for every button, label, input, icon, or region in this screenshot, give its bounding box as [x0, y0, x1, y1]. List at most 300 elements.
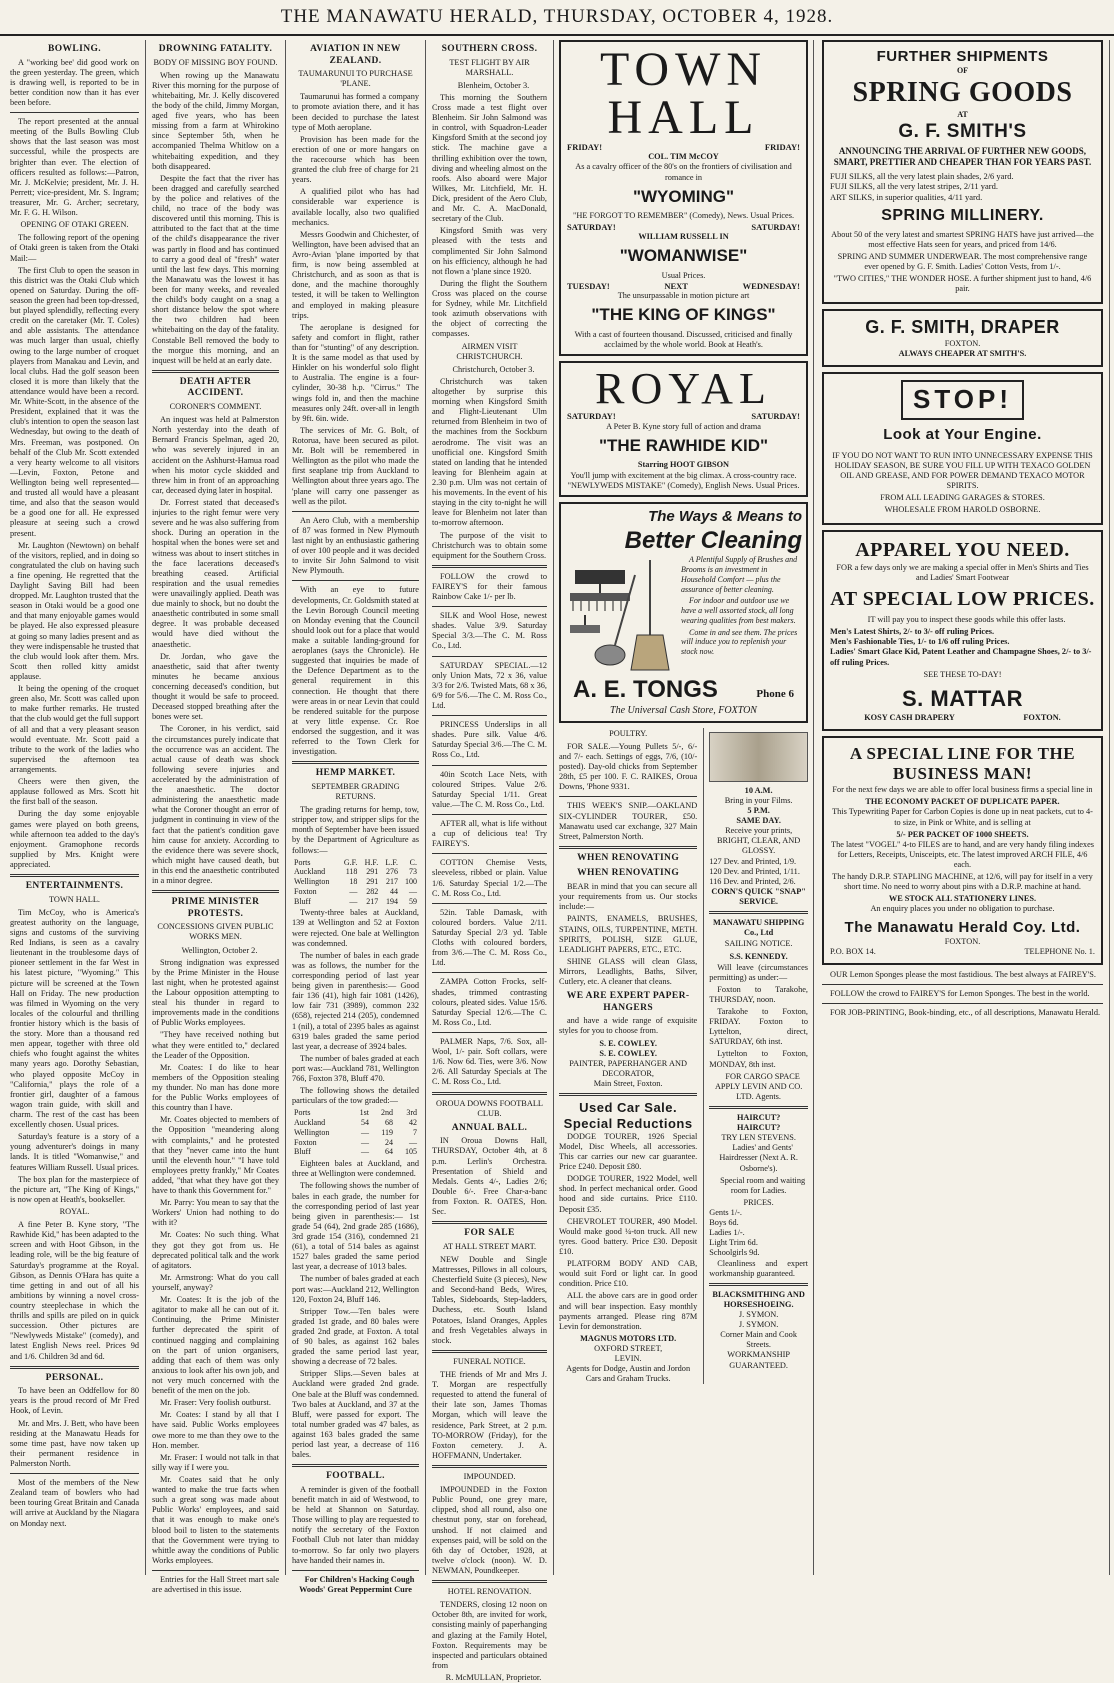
cowley-address: Main Street, Foxton.	[593, 1078, 663, 1088]
table-header: C.	[409, 857, 417, 867]
heading-impounded: IMPOUNDED.	[463, 1471, 516, 1481]
col6	[703, 728, 808, 1385]
star-name: WILLIAM RUSSELL IN	[638, 231, 729, 241]
table-cell: 7	[413, 1127, 417, 1137]
text-renovating-3: and have a wide range of exquisite styles for you to choose from.	[559, 1016, 698, 1036]
star-name: COL. TIM McCOY	[648, 152, 719, 162]
gf-item-3: ART SILKS, in superior qualities, 4/11 yard.	[830, 191, 983, 202]
ad-mattar	[822, 530, 1103, 731]
column-4	[426, 40, 554, 1682]
herald-printing-ad: FOR JOB-PRINTING, Book-binding, etc., of all descriptions, Manawatu Herald.	[830, 1008, 1101, 1018]
text-personal-3: Most of the members of the New Zealand team of bowlers who had been touring Great Britain and Canada will arrive at Auckland by the Niagara on Monday next.	[10, 1478, 139, 1528]
table-cell: 217	[386, 877, 399, 887]
text-hotel-sign: R. McMULLAN, Proprietor.	[445, 1672, 542, 1682]
table-cell: Auckland	[294, 867, 326, 877]
divider	[432, 606, 547, 607]
apparel-1: FOR a few days only we are making a special offer in Men's Shirts and Ties and Ladies' Smart Footwear	[836, 562, 1089, 582]
business-6: The handy D.R.P. STAPLING MACHINE, at 12/6, will pay for itself in a very short time. No need to worry about pins with a D.R.P. machine at hand.	[832, 872, 1093, 892]
magnus-name: MAGNUS MOTORS LTD.	[580, 1333, 677, 1343]
text-pm-3: "They have received nothing but what they were entitled to," declared the Leader of the Opposition.	[152, 1030, 279, 1060]
masthead-title: THE MANAWATU HERALD, THURSDAY, OCTOBER 4, 1928.	[280, 6, 834, 27]
blacksmith-name-2: J. SYMON.	[738, 1320, 779, 1330]
business-4: 5/- PER PACKET OF 1000 SHEETS.	[896, 829, 1029, 839]
text-bowling-2: The report presented at the annual meeting of the Bulls Bowling Club shows that the last season was most successful, while the prospects are brighter than ever. The election of officers resulted as follows:—Patron, Mr. J. McKelvie; president, Mr. J. H. Perrett; vice-president, Mr. S. Ingram; treasurer, Mr. G. Archer; secretary, Mr. F. G. H. Wilson.	[10, 117, 139, 218]
text-pm-2: Strong indignation was expressed by the Prime Minister in the House last night, when he protested against the Labour opposition attempting to steal his thunder in regard to improvements made in the conditions of Public Works employees.	[152, 957, 279, 1028]
haircut-price-1: Gents 1/-.	[709, 1207, 742, 1217]
gf-millinery: SPRING MILLINERY.	[881, 207, 1044, 225]
text-av-3: A qualified pilot who has had considerable war experience is available locally, also two qualified mechanics.	[292, 187, 419, 227]
shipping-1: Will leave (circumstances permitting) as under:—	[709, 962, 808, 982]
divider	[432, 972, 547, 973]
table-row	[292, 867, 419, 877]
text-ent-1: Tim McCoy, who is America's greatest authority on the language, signs and customs of the surviving Red Indians, is seen as a cavalry lieutenant in the troublesome days of pioneer settlement in the far West in his latest picture, "Wyoming." This picture will be screened at the Town Hall on Friday. The new production was filmed in Wyoming on the very locales of the colourful and thrilling frontier history which is the basis of the story. More than a thousand red men appear, together with three old chiefs who fought against the whites many years ago. Dorothy Sebastian, who played opposite McCoy in "California," plays the role of a frontier girl, daughter of a famous wagon train guide, with skill and charm. The rest of the cast has been excellently chosen. Usual prices.	[10, 907, 139, 1130]
table-row	[292, 877, 419, 887]
apparel-2: IT will pay you to inspect these goods while this offer lasts.	[867, 615, 1066, 625]
herald-name: The Manawatu Herald Coy. Ltd.	[844, 918, 1081, 936]
text-otaki-2: The first Club to open the season in this district was the Otaki Club which opened on Saturday. During the off-season the green had been top-dressed, but played splendidly, reflecting every credit on the caretaker (Mr. T. Coles) and able assistants. The attendance was much larger than usual, chiefly owing to the large number of croquet players from Manakau and Levin, and local clubs. Had the golf season been closed it is more than likely that the attendance would have been a record. Mr. White-Scott, in the absence of the President, explained that it was the club's intention to open the season last Wednesday, but owing to the death of Mrs. Freeman, was postponed. On behalf of the Club Mr. Scott extended a very hearty welcome to all visitors—Levin, Foxton, Petone and Wellington being well represented—and trusted all would have a pleasant time, and also that the season would be a good one for all. He expressed pleasure at seeing such a crowd present.	[10, 265, 140, 538]
table-cell: 68	[384, 1118, 393, 1128]
shipping-4: Lyttelton to Foxton, MONDAY, 8th inst.	[709, 1049, 808, 1069]
heading-airmen: AIRMEN VISIT CHRISTCHURCH.	[456, 341, 523, 361]
film-title: "THE RAWHIDE KID"	[598, 435, 769, 455]
herald-telephone: TELEPHONE No. 1.	[1024, 946, 1095, 956]
divider	[432, 565, 547, 568]
shipping-3: Tarakohe to Foxton, FRIDAY. Foxton to Lyttelton, direct, SATURDAY, 6th inst.	[709, 1007, 808, 1047]
divider	[432, 1465, 547, 1468]
gf-headline-3: G. F. SMITH'S	[898, 120, 1027, 142]
column-2	[146, 40, 286, 1595]
text-otaki-4: It being the opening of the croquet green also, Mr. Scott was called upon to make further remarks. He trusted that the club would get the full support of all and that a very pleasant season would eventuate. Mr. Scott paid a tribute to the work of the ladies who supervised the afternoon tea arrangements.	[10, 684, 139, 775]
divider	[432, 903, 547, 904]
divider	[822, 1003, 1103, 1004]
royal-title: ROYAL	[595, 364, 772, 414]
small-ad-7: COTTON Chemise Vests, sleeveless, ribbed or plain. Value 1/6. Saturday Special 1/2.—The C. M. Ross Co., Ltd.	[432, 858, 547, 898]
table-cell: Foxton	[294, 886, 317, 896]
divider	[10, 1366, 139, 1369]
film-desc: A Peter B. Kyne story full of action and drama	[606, 421, 761, 431]
text-hotel: TENDERS, closing 12 noon on October 8th, are invited for work, consisting mainly of paperhanging and glazing at the Family Hotel, Foxton. Requirements may be inspected and particulars obtained from	[432, 1600, 547, 1670]
stop-subheadline: Look at Your Engine.	[883, 426, 1042, 444]
table-row	[292, 1128, 419, 1138]
table-row	[292, 1138, 419, 1148]
ship-name: S.S. KENNEDY.	[729, 952, 788, 962]
text-hemp-7: The following shows the number of bales in each grade, the number for the corresponding period of last year being given in parenthesis:— 1st grade 54 (64), 2nd grade 285 (1686), 3rd grade 154 (316), condemned 21 (61), a total of 514 bales as against 1527 bales graded the same period last year, a decrease of 1013 bales.	[292, 1181, 419, 1272]
divider	[432, 1092, 547, 1095]
business-7: WE STOCK ALL STATIONERY LINES.	[888, 894, 1037, 904]
heading-hemp: HEMP MARKET.	[315, 768, 396, 779]
subheading-town-hall: TOWN HALL.	[48, 894, 100, 904]
film-desc: As a cavalry officer of the 80's on the frontiers of civilisation and romance in	[575, 162, 792, 182]
divider	[432, 1032, 547, 1033]
table-cell: —	[361, 1137, 369, 1147]
blacksmith-tagline: WORKMANSHIP GUARANTEED.	[727, 1350, 790, 1370]
haircut-2: Special room and waiting room for Ladies.	[720, 1175, 806, 1195]
table-cell: 44	[390, 886, 399, 896]
blacksmith-name-1: J. SYMON.	[738, 1309, 779, 1319]
table-header: 1st	[359, 1108, 369, 1118]
table-cell: Auckland	[294, 1118, 326, 1128]
text-ent-2: Saturday's feature is a story of a young adventurer's doings in many lands. It is titled "Womanwise," and features William Russell. Usual prices.	[10, 1132, 140, 1172]
stop-wholesale: WHOLESALE FROM HAROLD OSBORNE.	[884, 505, 1041, 515]
divider	[292, 580, 419, 581]
gf-announce: ANNOUNCING THE ARRIVAL OF FURTHER NEW GOODS, SMART, PRETTIER AND CHEAPER THAN FOR YEARS PAST.	[833, 146, 1092, 168]
divider	[822, 984, 1103, 985]
divider	[10, 874, 139, 877]
small-ad-8: 52in. Table Damask, with coloured borders. Value 2/11. Saturday Special 2/3 yd. Table Cloths with coloured borders, from 3/6.—The C. M. Ross Co., Ltd.	[432, 907, 547, 968]
heading-paperhangers: WE ARE EXPERT PAPER-HANGERS	[566, 991, 690, 1013]
text-av-2: Provision has been made for the erection of one or more hangars on the racecourse which has been granted the club free of charge for 21 years.	[292, 134, 419, 185]
day-label: FRIDAY!	[764, 142, 800, 152]
text-death-1: An inquest was held at Palmerston North yesterday into the death of Bernard Francis Spelman, aged 20, who was severely injured in an accident on the Ashhurst-Hamua road when his motor cycle skidded and threw him in front of an approaching car, deceased dying later in hospital.	[152, 415, 279, 495]
text-pm-9: Mr. Coates: It is the job of the agitator to make all he can out of it. Continuing, the Prime Minister further deprecated the spirit of continued nagging and complaining on the part of union organisers, adding that each of them was only anxious to look after his own job, and not very much concerned with the benefit of the men on the job.	[152, 1295, 279, 1396]
day-row	[567, 222, 800, 232]
herald-po-box: P.O. BOX 14.	[830, 946, 876, 956]
apparel-headline: APPAREL YOU NEED.	[855, 539, 1070, 562]
heading-southern-cross: SOUTHERN CROSS.	[441, 44, 538, 54]
table-cell: Wellington	[294, 1127, 330, 1137]
used-car-3: CHEVROLET TOURER, 490 Model. Would make good ¼-ton truck. All new tyres. Good battery. Price £30. Deposit £10.	[559, 1216, 698, 1256]
stop-body: IF YOU DO NOT WANT TO RUN INTO UNNECESSARY EXPENSE THIS HOLIDAY SEASON, BE SURE YOU FILL UP WITH TEXACO GOLDEN OIL AND GREASE, AND FOR POWER DEMAND TEXACO MOTOR SPIRITS.	[832, 450, 1093, 490]
heading-drowning: DROWNING FATALITY.	[158, 44, 273, 54]
table-cell: —	[361, 1127, 369, 1137]
gf-headline-2: SPRING GOODS	[852, 77, 1073, 109]
heading-oroua-ball: OROUA DOWNS FOOTBALL CLUB.	[436, 1098, 543, 1118]
magnus-address-2: LEVIN.	[614, 1354, 642, 1364]
haircut-price-5: Schoolgirls 9d.	[709, 1248, 760, 1258]
haircut-price-3: Ladies 1/-.	[709, 1228, 745, 1238]
photo-price-3: 116 Dev. and Printed, 2/6.	[709, 876, 796, 886]
haircut-heading-1: HAIRCUT?	[736, 1112, 781, 1122]
text-av-7: An Aero Club, with a membership of 87 was formed in New Plymouth last night by an enthusiastic gathering of over 100 people and it was decided to invite Sir John Salmond to visit New Plymouth.	[292, 515, 419, 576]
text-otaki-6: During the day some enjoyable games were played on both greens, while afternoon tea added to the day's enjoyment. Gramophone records supplied by Mrs. Knight were appreciated.	[10, 809, 139, 869]
shipping-2: Foxton to Tarakohe, THURSDAY, noon.	[709, 984, 808, 1004]
text-hemp-2: Twenty-three bales at Auckland, 139 at Wellington and 52 at Foxton were rejected. One bale at Wellington was condemned.	[292, 908, 419, 948]
text-hall-street: Entries for the Hall Street mart sale are advertised in this issue.	[152, 1574, 279, 1595]
subheading-oroua-ball: ANNUAL BALL.	[451, 1122, 528, 1133]
heading-football: FOOTBALL.	[326, 1471, 385, 1482]
business-headline: A SPECIAL LINE FOR THE BUSINESS MAN!	[849, 743, 1076, 784]
table-cell: 119	[381, 1127, 393, 1137]
day-label: SATURDAY!	[567, 411, 616, 422]
divider	[152, 890, 279, 893]
table-header: Ports	[294, 1108, 311, 1118]
text-for-sale: NEW Double and Single Mattresses, Pillows in all colours, Chesterfield Suite (3 pieces), New and Second-hand Beds, Wires, Tables, Sideboards, Step-ladders, Duchess, etc. South Island Potatoes, Island Oranges, Apples and fresh Vegetables always in stock.	[432, 1254, 547, 1345]
business-5: The latest "VOGEL" 4-to FILES are to hand, and are very handy filing indexes for Letters, Receipts, Unisceipts, etc. The latest improved ARCH FILE, 4/6 each.	[831, 839, 1094, 869]
text-pm-11: Mr. Coates: I stand by all that I have said. Public Works employees owe more to me than they owe to the Hon. member.	[152, 1410, 279, 1450]
table-header: L.F.	[385, 857, 399, 867]
heading-entertainments: ENTERTAINMENTS.	[25, 881, 124, 892]
used-car-4: PLATFORM BODY AND CAB, would suit Ford or light car. In good condition. Price £10.	[559, 1259, 698, 1289]
text-hemp-9: Stripper Tow.—Ten bales were graded 1st grade, and 80 bales were graded 2nd grade, at Foxton. A total of 90 bales, as against 162 bales graded the same period last year, showing a decrease of 72 bales.	[292, 1306, 419, 1367]
divider	[432, 1580, 547, 1583]
brooms-brushes-icon	[565, 555, 675, 675]
divider	[709, 1106, 808, 1109]
text-royal-1: A fine Peter B. Kyne story, "The Rawhide Kid," has been adapted to the screen and with Hoot Gibson, in the leading role, will be the big feature of Saturday's programme at the Royal. Gibson, as Dennis O'Hara has quite a time getting in and out of all his ambitions by winning a novel cross-country steeplechase in which the thrills and spills are piled on in quick succession. Other pictures are "Newlyweds Mistake" (comedy), and latest English News reel. Prices 9d and 1/6. Children 3d and 6d.	[10, 1220, 139, 1361]
divider	[432, 715, 547, 716]
used-car-1: DODGE TOURER, 1926 Special Model, Disc Wheels, all accessories. This car carries our new car guarantee. Price £240. Deposit £80.	[559, 1131, 698, 1172]
table-header: G.F.	[343, 857, 358, 867]
photo-price-2: 120 Dev. and Printed, 1/11.	[709, 866, 800, 876]
small-ad-6: AFTER all, what is life without a cup of delicious tea! Try FAIREY'S.	[432, 819, 547, 849]
film-title: "WYOMING"	[632, 186, 735, 206]
mattar-tagline-row	[830, 713, 1095, 723]
heading-renovating-1: WHEN RENOVATING	[577, 852, 680, 863]
text-hemp-6: Eighteen bales at Auckland, and three at Wellington were condemned.	[292, 1159, 419, 1179]
cowley-role: PAINTER, PAPERHANGER AND DECORATOR,	[569, 1058, 687, 1078]
text-renovating-1: BEAR in mind that you can secure all your requirements from us. Our stocks include:—	[559, 882, 698, 912]
text-air-3: The purpose of the visit to Christchurch was to obtain some equipment for the Southern Cross.	[432, 530, 547, 560]
subheading-for-sale: AT HALL STREET MART.	[442, 1241, 537, 1251]
apparel-item-2: Men's Fashionable Ties, 1/- to 1/6 off ruling Prices.	[830, 637, 1010, 647]
day-label: NEXT	[664, 280, 688, 291]
photo-line-2: SAME DAY.	[736, 816, 781, 826]
table-cell: 217	[366, 896, 379, 906]
text-hemp-3: The number of bales in each grade was as follows, the number for the corresponding period of last year being given in parenthesis:— Good fair 136 (41), high fair 1081 (1426), low fair 731 (3989), common 232 (658), rejected 214 (205), condemned 1 (nil), a total of 2395 bales as against 6319 bales graded the same period last year, a decrease of 3924 bales.	[292, 950, 419, 1051]
small-ad-10: PALMER Naps, 7/6. Sox, all-Wool, 1/- pair. Soft collars, were 1/6. Now 6d. Ties, were 3/6. Now 2/6. All Saturday Specials at The C. M. Ross Co., Ltd.	[432, 1036, 547, 1087]
heading-poultry: POULTRY.	[609, 728, 648, 738]
small-ad-9: ZAMPA Cotton Frocks, self-shades, trimmed contrasting colours, pleated sides. Value 15/6. Saturday Special 12/6.—The C. M. Ross Co., Ltd.	[432, 977, 547, 1027]
heading-funeral: FUNERAL NOTICE.	[453, 1356, 526, 1366]
table-cell: —	[409, 1137, 417, 1147]
divider	[559, 796, 697, 797]
haircut-heading-2: HAIRCUT?	[736, 1123, 781, 1133]
table-header-row	[292, 858, 419, 868]
business-8: An enquiry places you under no obligation to purchase.	[870, 904, 1055, 914]
heading-personal: PERSONAL.	[45, 1372, 104, 1383]
stop-headline: STOP!	[913, 384, 1012, 415]
used-car-2: DODGE TOURER, 1922 Model, well shod. In perfect mechanical order. Good hood and side curtains. Price £110. Deposit £35.	[559, 1174, 698, 1214]
ad-tongs	[559, 502, 808, 723]
haircut-price-2: Boys 6d.	[709, 1218, 739, 1228]
small-ad-1: FOLLOW the crowd to FAIREY'S for their famous Rainbow Cake 1/- per lb.	[432, 571, 547, 602]
camera-image	[709, 732, 808, 782]
gf-item-6: "TWO CITIES," THE WONDER HOSE. A further shipment just to hand, 4/6 pair.	[833, 274, 1092, 294]
magnus-agents: Agents for Dodge, Austin and Jordon Cars and Graham Trucks.	[566, 1364, 691, 1384]
fairey-ad-1: OUR Lemon Sponges please the most fastidious. The best always at FAIREY'S.	[830, 970, 1096, 980]
col5-lower	[559, 728, 808, 1385]
table-cell: 64	[384, 1147, 393, 1157]
text-sc-3: Kingsford Smith was very pleased with the tests and complimented Sir John Salmond on his efficiency, although he had not flown a 'plane since 1920.	[432, 226, 547, 276]
table-row	[292, 897, 419, 907]
table-row	[292, 1147, 419, 1157]
mattar-name: S. MATTAR	[902, 685, 1023, 711]
subheading-southern-cross: TEST FLIGHT BY AIR MARSHALL.	[449, 57, 530, 77]
tongs-copy	[681, 555, 802, 675]
shipping-5: FOR CARGO SPACE APPLY LEVIN AND CO. LTD. Agents.	[714, 1071, 803, 1101]
text-otaki-5: Cheers were then given, the applause followed as Mrs. Scott hit the first ball of the season.	[10, 777, 139, 807]
text-hemp-1: The grading returns for hemp, tow, stripper tow, and stripper slips for the month of September have been issued by the Department of Agriculture as follows:—	[292, 805, 419, 855]
table-cell: Foxton	[294, 1137, 317, 1147]
text-av-5: The aeroplane is designed for safety and comfort in flight, rather than for "stunting" of any description. It is the same model as that used by Hinkler on his wonderful solo flight to Australia. The engine is a four-cylinder, 30-38 h.p. "Cirrus." The wings fold in, and then the machine measures only 24ft. over-all in length by 9ft. 6in. wide.	[292, 322, 419, 423]
gf-at: AT	[957, 110, 968, 120]
text-hemp-4: The number of bales graded at each port was:—Auckland 781, Wellington 766, Foxton 378, Bluff 470.	[292, 1053, 419, 1084]
table-cell: 194	[386, 896, 399, 906]
cowley-name-1: S. E. COWLEY.	[599, 1038, 657, 1048]
table-header: Ports	[294, 857, 311, 867]
gf-location: FOXTON.	[944, 339, 981, 349]
table-cell: —	[349, 896, 358, 906]
business-2: THE ECONOMY PACKET OF DUPLICATE PAPER.	[865, 797, 1060, 807]
used-car-headline-2: Special Reductions	[563, 1115, 693, 1131]
divider	[10, 1473, 139, 1474]
divider	[292, 761, 419, 764]
heading-otaki: OPENING OF OTAKI GREEN.	[20, 220, 129, 230]
ad-texaco	[822, 372, 1103, 525]
table-cell: 105	[405, 1147, 417, 1157]
table-cell: Bluff	[294, 1147, 311, 1157]
divider	[292, 511, 419, 512]
ad-town-hall	[559, 40, 808, 356]
text-pm-10: Mr. Fraser: Very foolish outburst.	[160, 1398, 271, 1408]
text-otaki-3: Mr. Laughton (Newtown) on behalf of the visitors, replied, and in doing so congratulated the club on having such a fine opening. He regretted that the Daylight Saving Bill had been dropped. Mr. Laughton trusted that the season in Otaki would be a good one and that many enjoyable games would be played. He also expressed pleasure at going so many ladies present and as they were indispensable he trusted that the club would look after them. Mrs. Scott then rolled kitty amidst applause.	[10, 540, 139, 682]
blacksmith-heading: BLACKSMITHING AND HORSESHOEING.	[712, 1289, 805, 1309]
subheading-death: CORONER'S COMMENT.	[169, 402, 262, 412]
heading-aviation: AVIATION IN NEW ZEALAND.	[310, 44, 401, 66]
used-car-5: ALL the above cars are in good order and will bear inspection. Easy monthly payments arranged. Please ring 87M Levin for demonstration.	[559, 1291, 698, 1331]
text-air-1: Christchurch, October 3.	[452, 364, 535, 374]
haircut-1: Ladies' and Gents' Hairdresser (Next A. R. Osborne's).	[719, 1143, 798, 1173]
film-extras: "HE FORGOT TO REMEMBER" (Comedy), News. Usual Prices.	[572, 211, 795, 221]
subheading-royal: ROYAL.	[59, 1206, 90, 1216]
day-label: WEDNESDAY!	[742, 280, 800, 291]
text-fb-1: A reminder is given of the football benefit match in aid of Westwood, to be held at Shannon on Saturday. Those willing to play are requested to notify the secretary of the Foxton Football Club not later than midday to-morrow. So far only two players have handed their names in.	[292, 1484, 419, 1565]
text-sc-4: During the flight the Southern Cross was placed on the course for Sydney, while Mr. Litchfield took azimuth observations with the object of correcting the compasses.	[432, 278, 547, 339]
shipping-heading: MANAWATU SHIPPING Co., Ltd	[712, 918, 805, 938]
photo-time-1: 10 A.M.	[744, 785, 773, 795]
photo-time-2: 5 P.M.	[747, 806, 770, 816]
film-title: "THE KING OF KINGS"	[591, 305, 776, 325]
table-cell: —	[349, 886, 358, 896]
divider	[432, 853, 547, 854]
tongs-body-1: A Plentiful Supply of Brushes and Brooms is an investment in Household Comfort — plus the assurance of better cleaning.	[681, 555, 798, 594]
apparel-headline-2: AT SPECIAL LOW PRICES.	[830, 587, 1095, 610]
divider	[559, 1093, 697, 1096]
text-poultry: FOR SALE.—Young Pullets 5/-, 6/- and 7/- each. Settings of eggs, 7/6, (10/- posted). Day-old chicks from September 28th, £5 per 100. F. C. RAIKES, Oroua Downs, 'Phone 9331.	[559, 741, 698, 792]
text-hemp-8: The number of bales graded at each port was:—Auckland 212, Wellington 120, Foxton 24, Bluff 146.	[292, 1274, 419, 1304]
table-cell: —	[409, 886, 417, 896]
text-pm-4: Mr. Coates: I do like to hear members of the Opposition stealing my thunder. No man has done more for the Public Works employees of this country than I have.	[152, 1062, 279, 1113]
text-oroua-ball: IN Oroua Downs Hall, THURSDAY, October 4th, at 8 p.m. Lerlin's Orchestra. Presentation of Shield and Medals. Gents 4/-, Ladies 2/6; Double 6/-. Free Char-a-banc from Foxton. R. OATES, Hon. Sec.	[432, 1136, 547, 1217]
photo-line-3: Receive your prints, BRIGHT, CLEAR, AND GLOSSY.	[716, 826, 801, 856]
film-note: With a cast of fourteen thousand. Discussed, criticised and finally acclaimed by the whole world. Book at Heath's.	[574, 330, 793, 350]
herald-location: FOXTON.	[944, 936, 981, 946]
text-pm-1: Wellington, October 2.	[181, 945, 258, 955]
divider	[709, 1283, 808, 1286]
tongs-name: A. E. TONGS	[573, 676, 718, 704]
table-cell: 118	[345, 867, 358, 877]
table-cell: 54	[361, 1118, 369, 1128]
divider	[432, 814, 547, 815]
text-pm-7: Mr. Coates: No such thing. What they got they got from us. He deprecated political talk and the work of agitators.	[152, 1230, 279, 1270]
text-ent-3: The box plan for the masterpiece of the picture art, "The King of Kings," is now open at Heath's, bookseller.	[10, 1174, 139, 1204]
divider	[152, 1570, 279, 1571]
haircut-name: TRY LEN STEVENS.	[721, 1133, 796, 1143]
town-hall-title: TOWN HALL	[599, 43, 768, 144]
table-header-row	[292, 1108, 419, 1118]
blacksmith-address: Corner Main and Cook Streets.	[720, 1330, 797, 1350]
gf-item-1: FUJI SILKS, all the very latest plain shades, 2/6 yard.	[830, 171, 1014, 182]
divider	[432, 1350, 547, 1353]
ad-gf-smith-draper	[822, 309, 1103, 367]
subheading-hemp: SEPTEMBER GRADING RETURNS.	[311, 781, 400, 801]
mattar-tagline-2: FOXTON.	[1023, 712, 1061, 722]
apparel-item-3: Ladies' Smart Glace Kid, Patent Leather and Champagne Shoes, 2/- to 3/- off ruling Prices.	[830, 647, 1092, 667]
text-death-2: Dr. Forrest stated that deceased's injuries to the right femur were very severe and he was also suffering from shock. During an operation in the hospital when the bones were set and witness was about to insert stitches in the face lacerations deceased's breathing ceased. Artificial respiration and the usual remedies were unavailingly applied. Death was due mainly to shock, but no doubt the anaesthetic contributed in some small degree. It was probable deceased would have died without the anaesthetic.	[152, 498, 279, 649]
table-cell: 18	[349, 877, 358, 887]
tongs-body-2: For indoor and outdoor use we have a well assorted stock, all long wearing qualities from best makers.	[681, 596, 796, 625]
apparel-see: SEE THESE TO-DAY!	[923, 669, 1002, 679]
text-av-4: Messrs Goodwin and Chichester, of Wellington, have been advised that an Avro-Avian 'plane imported by that firm, is now being assembled at Christchurch, and as soon as that is done, and the machine thoroughly tested, it will be taken to Wellington and employed in making pleasure trips.	[292, 229, 419, 320]
small-ad-4: PRINCESS Underslips in all shades. Pure silk. Value 4/6. Saturday Special 3/6.—The C. M. Ross Co., Ltd.	[432, 720, 547, 760]
table-cell: 100	[405, 877, 417, 887]
text-death-3: Dr. Jordan, who gave the anaesthetic, said that after twenty minutes he became anxious concerning deceased's condition, but thought it would be safe to proceed. Deceased stopped breathing after the bones were set.	[152, 651, 279, 722]
business-1: For the next few days we are able to offer local business firms a special line in	[832, 785, 1093, 795]
table-cell: 291	[366, 877, 379, 887]
gf-name: G. F. SMITH, DRAPER	[865, 317, 1060, 338]
divider	[292, 1570, 419, 1571]
text-personal-1: To have been an Oddfellow for 80 years is the proud record of Mr Fred Hook, of Levin.	[10, 1386, 139, 1416]
stop-garages: FROM ALL LEADING GARAGES & STORES.	[880, 492, 1045, 502]
photo-tagline: CORN'S QUICK "SNAP" SERVICE.	[711, 886, 806, 907]
table-tow-grades	[292, 1108, 419, 1157]
cowley-name-2: S. E. COWLEY.	[599, 1048, 657, 1058]
divider	[10, 112, 139, 113]
text-bowling-1: A "working bee' did good work on the green yesterday. The green, which is drawing well, is reported to be in better condition now than it has ever been before.	[10, 57, 139, 108]
text-renovating-2: SHINE GLASS will clean Glass, Mirrors, Leadlights, Baths, Silver, Cutlery, etc. A cleaner that cleans.	[559, 956, 698, 987]
column-7	[816, 40, 1110, 1575]
film-title: "WOMANWISE"	[619, 246, 748, 265]
table-cell: 59	[409, 896, 417, 906]
table-cell: 276	[386, 867, 399, 877]
heading-bowling: BOWLING.	[47, 44, 102, 54]
day-label: SATURDAY!	[751, 411, 800, 422]
gf-of: OF	[956, 66, 969, 76]
text-pm-5: Mr. Coates objected to members of the Opposition "meandering along with complaints," and he protested that they "never came into the hunt until the eleventh hour." "I have told employees pretty frankly," Mr Coates added, "that what they have got they have to thank this Government for."	[152, 1115, 279, 1196]
day-row	[567, 281, 800, 291]
film-desc: The unsurpassable in motion picture art	[617, 291, 750, 301]
text-hemp-10: Stripper Slips.—Seven bales at Auckland were graded 2nd grade. One bale at the Bluff was condemned. Two bales at Auckland, and 37 at the Bluff, were passed for export. The total number graded was 47 bales, as against 163 bales graded the same period last year, a decrease of 116 bales.	[292, 1369, 419, 1460]
tongs-headline-1: The Ways & Means to	[648, 507, 802, 525]
business-3: This Typewriting Paper for Carbon Copies is done up in neat packets, cut to 4-to size, in Pink or White, and is selling at	[832, 807, 1093, 827]
ad-business-man	[822, 736, 1103, 965]
photo-price-1: 127 Dev. and Printed, 1/9.	[709, 856, 797, 866]
divider	[432, 765, 547, 766]
haircut-price-4: Light Trim 6d.	[709, 1238, 758, 1248]
table-cell: 42	[409, 1118, 417, 1128]
table-hemp-grades	[292, 858, 419, 907]
apparel-items	[830, 627, 1095, 667]
text-funeral: THE friends of Mr and Mrs J. T. Morgan are respectfully requested to attend the funeral of their late son, James Thomas Morgan, which will leave the residence, Park Street, at 2 p.m. TO-MORROW (Friday), for the Foxton cemetery. J. A. HOFFMANN, Undertaker.	[432, 1369, 547, 1460]
gf-item-4: About 50 of the very latest and smartest SPRING HATS have just arrived—the most effective Hats seen for years, and priced from 14/6.	[831, 229, 1094, 249]
apparel-item-1: Men's Latest Shirts, 2/- to 3/- off ruling Prices.	[830, 627, 995, 637]
text-renovating-items: PAINTS, ENAMELS, BRUSHES, STAINS, OILS, TURPENTINE, METH. SPIRITS, POLISH, SIZE GLUE, LEADLIGHT PAPERS, ETC., ETC.	[559, 914, 698, 954]
used-car-headline-1: Used Car Sale.	[579, 1100, 678, 1116]
gf-item-5: SPRING AND SUMMER UNDERWEAR. The most comprehensive range ever opened by G. F. Smith. Ladies' Cotton Vests, from 1/-.	[837, 251, 1088, 271]
text-av-8: With an eye to future developments, Cr. Goldsmith stated at the Levin Borough Council meeting on Monday evening that the Council should look out for a place that would make a suitable landing-ground for aeroplanes (says the Chronicle). He suggested that inquiries be made of the Defence Department as to the general requirement in this connection. He thought that there were areas in or near Levin that could be rendered suitable for the purpose at very little expense. Cr. Roe endorsed the suggestion, and it was referred to the Town Clerk for investigation.	[292, 585, 419, 757]
fairey-ad-2: FOLLOW the crowd to FAIREY'S for Lemon Sponges. The best in the world.	[830, 989, 1090, 999]
tongs-headline-2: Better Cleaning	[624, 527, 802, 555]
mattar-tagline-1: KOSY CASH DRAPERY	[864, 712, 955, 722]
table-header: 2nd	[380, 1108, 393, 1118]
gf-items	[830, 171, 1095, 202]
table-row	[292, 887, 419, 897]
photo-line-1: Bring in your Films.	[724, 795, 793, 805]
day-label: TUESDAY!	[567, 280, 610, 291]
text-death-4: The Coroner, in his verdict, said the circumstances purely indicate that the occurrence was an accident. The actual cause of death was shock following severe injuries and accelerated by the administration of the anaesthetic. The doctor administering the anaesthetic made what the Coroner thought an error of judgment in continuing in view of the fact that the patient's condition gave him cause for anxiety. According to the evidence there was severe shock, which might have caused death, but in this end the anaesthetic contributed in a minor degree.	[152, 724, 279, 886]
subheading-prime-minister: CONCESSIONS GIVEN PUBLIC WORKS MEN.	[157, 922, 274, 942]
table-cell: 291	[366, 867, 379, 877]
day-label: SATURDAY!	[567, 221, 616, 232]
